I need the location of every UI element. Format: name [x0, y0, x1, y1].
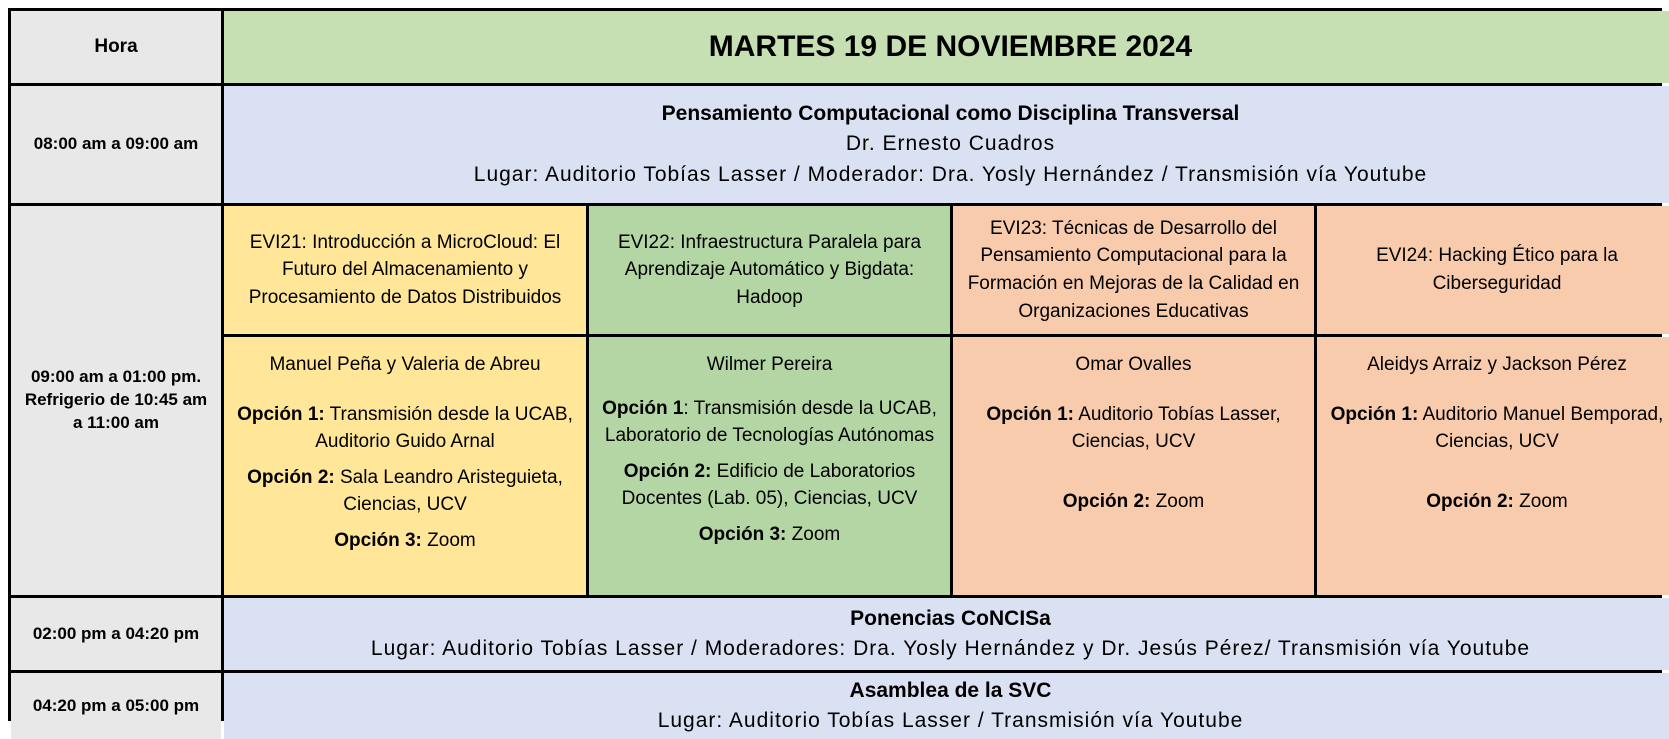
session-1-place: Lugar: Auditorio Tobías Lasser / Moderador: Dra. Yosly Hernández / Transmisión vía Youtube — [473, 162, 1428, 186]
hora-header-label: Hora — [94, 36, 138, 58]
option-3-label: Opción 3: — [334, 529, 422, 551]
option-1-label: Opción 1: — [986, 403, 1074, 425]
workshop-evi23-details — [953, 337, 1314, 595]
option-3-text: Zoom — [786, 523, 841, 545]
schedule-table — [8, 8, 1664, 732]
workshop-evi22-details — [589, 337, 950, 595]
workshop-evi21-title: EVI21: Introducción a MicroCloud: El Futuro del Almacenamiento y Procesamiento de Datos Distribuidos — [248, 231, 562, 308]
date-title-cell — [224, 11, 1669, 83]
session-1-title: Pensamiento Computacional como Disciplina Transversal — [661, 101, 1240, 125]
time-cell-session-4 — [11, 673, 221, 739]
date-title: MARTES 19 DE NOVIEMBRE 2024 — [708, 30, 1193, 64]
option-2-text: Edificio de Laboratorios Docentes (Lab. 05), Ciencias, UCV — [621, 460, 918, 510]
session-4-cell — [224, 673, 1669, 739]
workshop-evi21-option-2 — [230, 464, 580, 519]
workshop-evi21-option-1 — [230, 401, 580, 456]
workshop-evi22-speakers: Wilmer Pereira — [706, 354, 833, 375]
session-1-speaker: Dr. Ernesto Cuadros — [845, 132, 1056, 156]
workshop-evi22-title-cell — [589, 206, 950, 334]
session-4-place: Lugar: Auditorio Tobías Lasser / Transmisión vía Youtube — [657, 709, 1244, 732]
option-2-text: Zoom — [1150, 490, 1205, 512]
workshop-evi24-title-cell — [1317, 206, 1669, 334]
option-2-label: Opción 2: — [1062, 490, 1151, 512]
workshop-evi22-option-2 — [595, 458, 944, 513]
option-1-label: Opción 1: — [237, 403, 325, 425]
session-4-title: Asamblea de la SVC — [849, 678, 1052, 702]
session-3-title: Ponencias CoNCISa — [850, 606, 1051, 630]
workshop-evi21-details — [224, 337, 586, 595]
option-1-text: Transmisión desde la UCAB, Auditorio Guido Arnal — [315, 403, 573, 453]
time-cell-workshops — [11, 206, 221, 595]
workshop-evi23-option-1 — [959, 401, 1308, 456]
workshop-evi24-option-2 — [1426, 488, 1567, 516]
option-1-text: Auditorio Tobías Lasser, Ciencias, UCV — [1071, 403, 1281, 453]
workshop-evi24-title: EVI24: Hacking Ético para la Ciberseguridad — [1376, 245, 1618, 294]
workshop-evi24-details — [1317, 337, 1669, 595]
workshop-evi21-speakers: Manuel Peña y Valeria de Abreu — [269, 354, 541, 375]
session-1-cell — [224, 86, 1669, 203]
option-1-label: Opción 1 — [602, 397, 684, 419]
option-1-text: Auditorio Manuel Bemporad, Ciencias, UCV — [1418, 403, 1664, 453]
time-session-4: 04:20 pm a 05:00 pm — [32, 695, 200, 715]
workshop-evi23-title-cell — [953, 206, 1314, 334]
option-1-label: Opción 1: — [1330, 403, 1419, 425]
time-workshops-line-3: a 11:00 am — [72, 412, 159, 432]
workshop-evi23-speakers: Omar Ovalles — [1075, 354, 1192, 375]
option-3-label: Opción 3: — [698, 523, 787, 545]
workshop-evi22-option-1 — [595, 395, 944, 450]
option-2-label: Opción 2: — [1426, 490, 1514, 512]
session-3-place: Lugar: Auditorio Tobías Lasser / Moderadores: Dra. Yosly Hernández y Dr. Jesús Pérez/ Transmisión vía Youtube — [370, 637, 1531, 660]
hora-header — [11, 11, 221, 83]
option-3-text: Zoom — [421, 529, 476, 551]
workshop-evi22-title: EVI22: Infraestructura Paralela para Aprendizaje Automático y Bigdata: Hadoop — [617, 231, 922, 308]
time-cell-session-1 — [11, 86, 221, 203]
workshop-evi24-option-1 — [1323, 401, 1669, 456]
time-workshops-line-1: 09:00 am a 01:00 pm. — [30, 367, 202, 387]
time-session-1: 08:00 am a 09:00 am — [33, 134, 199, 154]
session-3-cell — [224, 598, 1669, 670]
workshop-evi23-option-2 — [1063, 488, 1204, 516]
workshop-evi22-option-3 — [699, 521, 840, 549]
workshop-evi23-title: EVI23: Técnicas de Desarrollo del Pensamiento Computacional para la Formación en Mejoras de la Calidad en Organizaciones Educativas — [967, 217, 1300, 322]
time-workshops-line-2: Refrigerio de 10:45 am — [24, 390, 208, 410]
option-1-text: : Transmisión desde la UCAB, Laboratorio de Tecnologías Autónomas — [604, 397, 937, 447]
workshop-evi21-title-cell — [224, 206, 586, 334]
workshop-evi24-speakers: Aleidys Arraiz y Jackson Pérez — [1367, 354, 1627, 375]
time-session-3: 02:00 pm a 04:20 pm — [32, 623, 200, 643]
option-2-text: Zoom — [1513, 490, 1568, 512]
workshop-evi21-option-3 — [334, 527, 475, 555]
time-cell-session-3 — [11, 598, 221, 670]
option-2-text: Sala Leandro Aristeguieta, Ciencias, UCV — [334, 466, 563, 516]
option-2-label: Opción 2: — [247, 466, 335, 488]
option-2-label: Opción 2: — [623, 460, 712, 482]
